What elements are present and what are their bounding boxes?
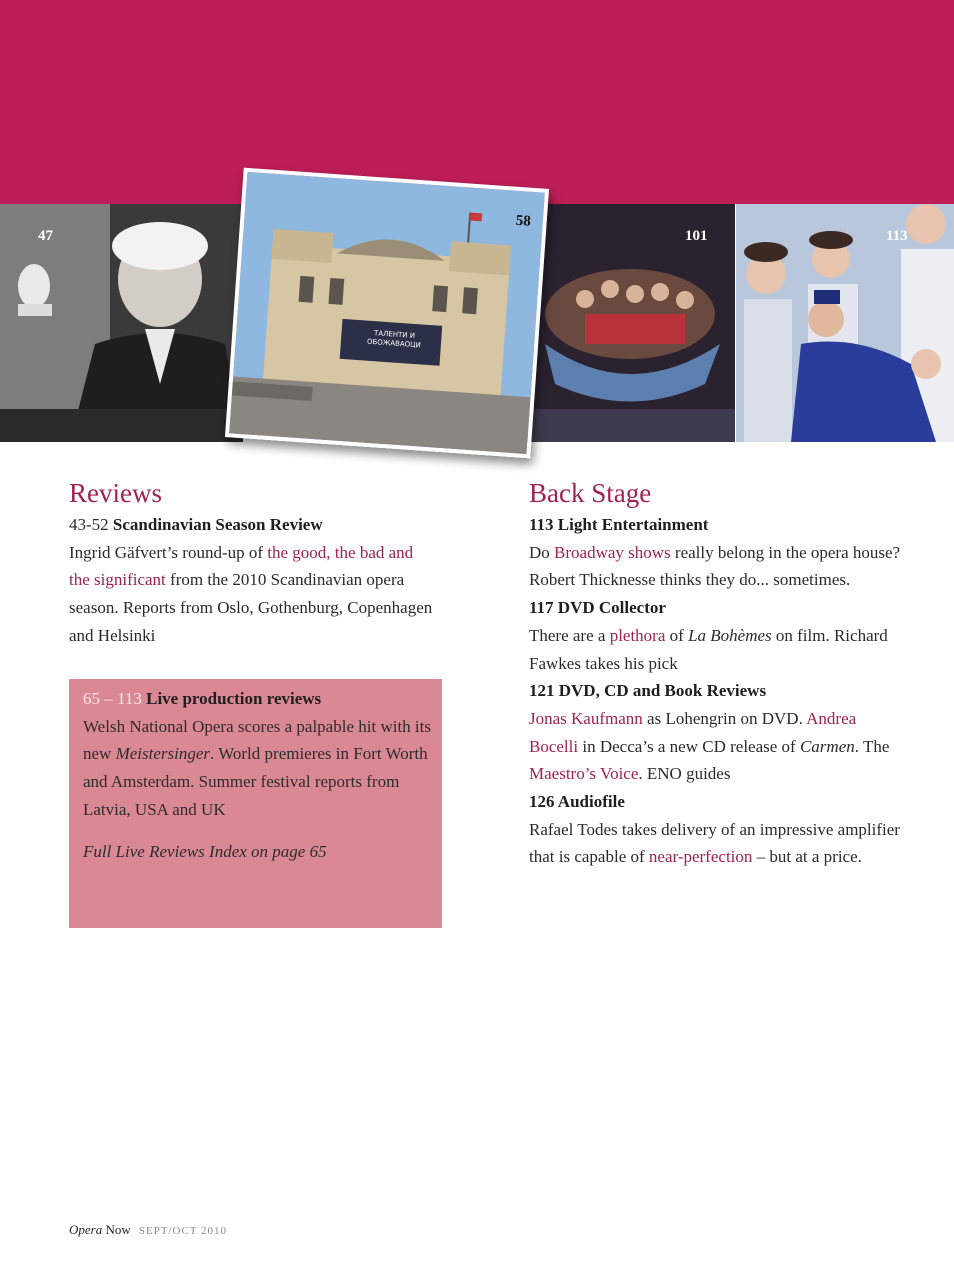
singers-illustration [736,204,954,442]
scandinavian-range: 43-52 [69,515,109,534]
portrait-illustration [0,204,243,442]
live-reviews-body [83,713,433,824]
index-note-text: Full Live Reviews Index on page 65 [83,841,327,861]
live-text-1: Welsh National Opera scores a palpable hit with its new [83,716,431,764]
le-text-2: really belong in the opera house? Robert Thicknesse thinks they do... sometimes. [529,542,901,590]
reviews-heading: Reviews [69,478,162,508]
live-text-2: . World premieres in Fort Worth and Amsterdam. Summer festival reports from Latvia, USA and UK [83,744,428,819]
af-text-2: – but at a price. [752,847,862,867]
scandinavian-title-text: Scandinavian Season Review [112,515,323,534]
photo-stage-boat[interactable] [525,204,735,442]
dcb-text-4: . ENO guides [638,764,731,784]
scandinavian-text-2: from the 2010 Scandinavian opera season. Reports from Oslo, Gothenburg, Copenhagen and Helsinki [69,570,433,645]
live-reviews-box [69,679,442,928]
issue-date: SEPT/OCT 2010 [138,1225,228,1237]
page-number-58: 58 [515,212,532,230]
dvd-cd-book-body [529,705,901,788]
dc-text-2: of [665,625,689,645]
backstage-heading: Back Stage [529,478,652,508]
magazine-name-italic: Opera [69,1222,103,1237]
live-text-italic: Meistersinger [115,744,211,764]
af-text-1: Rafael Todes takes delivery of an impressive amplifier that is capable of [529,819,900,867]
maestros-voice-link[interactable]: Maestro’s Voice [529,764,639,784]
page-number-101: 101 [685,228,708,244]
near-perfection-link[interactable]: near-perfection [648,847,753,867]
page-number-113: 113 [886,228,908,244]
plethora-link[interactable]: plethora [609,625,666,645]
photo-portrait[interactable] [0,204,243,442]
scandinavian-title [69,511,434,539]
scandinavian-link[interactable]: the good, the bad and the significant [69,542,414,590]
scandinavian-body [69,539,434,650]
live-reviews-title-text: Live production reviews [146,689,322,708]
bocelli-link[interactable]: Andrea Bocelli [529,708,857,756]
dcb-text-1: as Lohengrin on DVD. [642,708,807,728]
dcb-text-2: in Decca’s a new CD release of [578,736,800,756]
dc-italic: La Bohèmes [688,625,772,645]
kaufmann-link[interactable]: Jonas Kaufmann [529,708,643,728]
live-reviews-index-note[interactable] [83,838,433,866]
le-text-1: Do [529,542,555,562]
dc-text-1: There are a [529,625,610,645]
audiofile-body [529,816,901,871]
dc-text-3: on film. Richard Fawkes takes his pick [529,625,888,673]
backstage-list [529,511,901,871]
theatre-illustration [229,172,545,454]
light-entertainment-title: 113 Light Entertainment [529,515,709,534]
dvd-collector-body [529,622,901,677]
scandinavian-text-1: Ingrid Gäfvert’s round-up of [69,542,268,562]
dvd-cd-book-title: 121 DVD, CD and Book Reviews [529,681,767,701]
photo-theatre[interactable] [225,168,549,459]
photo-singers[interactable] [736,204,954,442]
reviews-item-scandinavian [69,511,434,650]
live-reviews-title [83,685,433,713]
broadway-link[interactable]: Broadway shows [554,542,671,562]
audiofile-title: 126 Audiofile [529,792,625,812]
header-band [0,0,954,204]
dcb-text-3: . The [854,736,890,756]
page-number-47: 47 [38,228,53,244]
live-reviews-range: 65 – 113 [83,689,142,708]
dcb-italic: Carmen [799,736,855,756]
light-entertainment-body [529,539,901,594]
dvd-collector-title: 117 DVD Collector [529,598,666,618]
page-footer [69,1222,227,1238]
magazine-name-rest: Now [102,1222,131,1237]
theatre-banner-text: ТАЛЕНТИ И ОБОЖАВАОЦИ [366,329,422,350]
